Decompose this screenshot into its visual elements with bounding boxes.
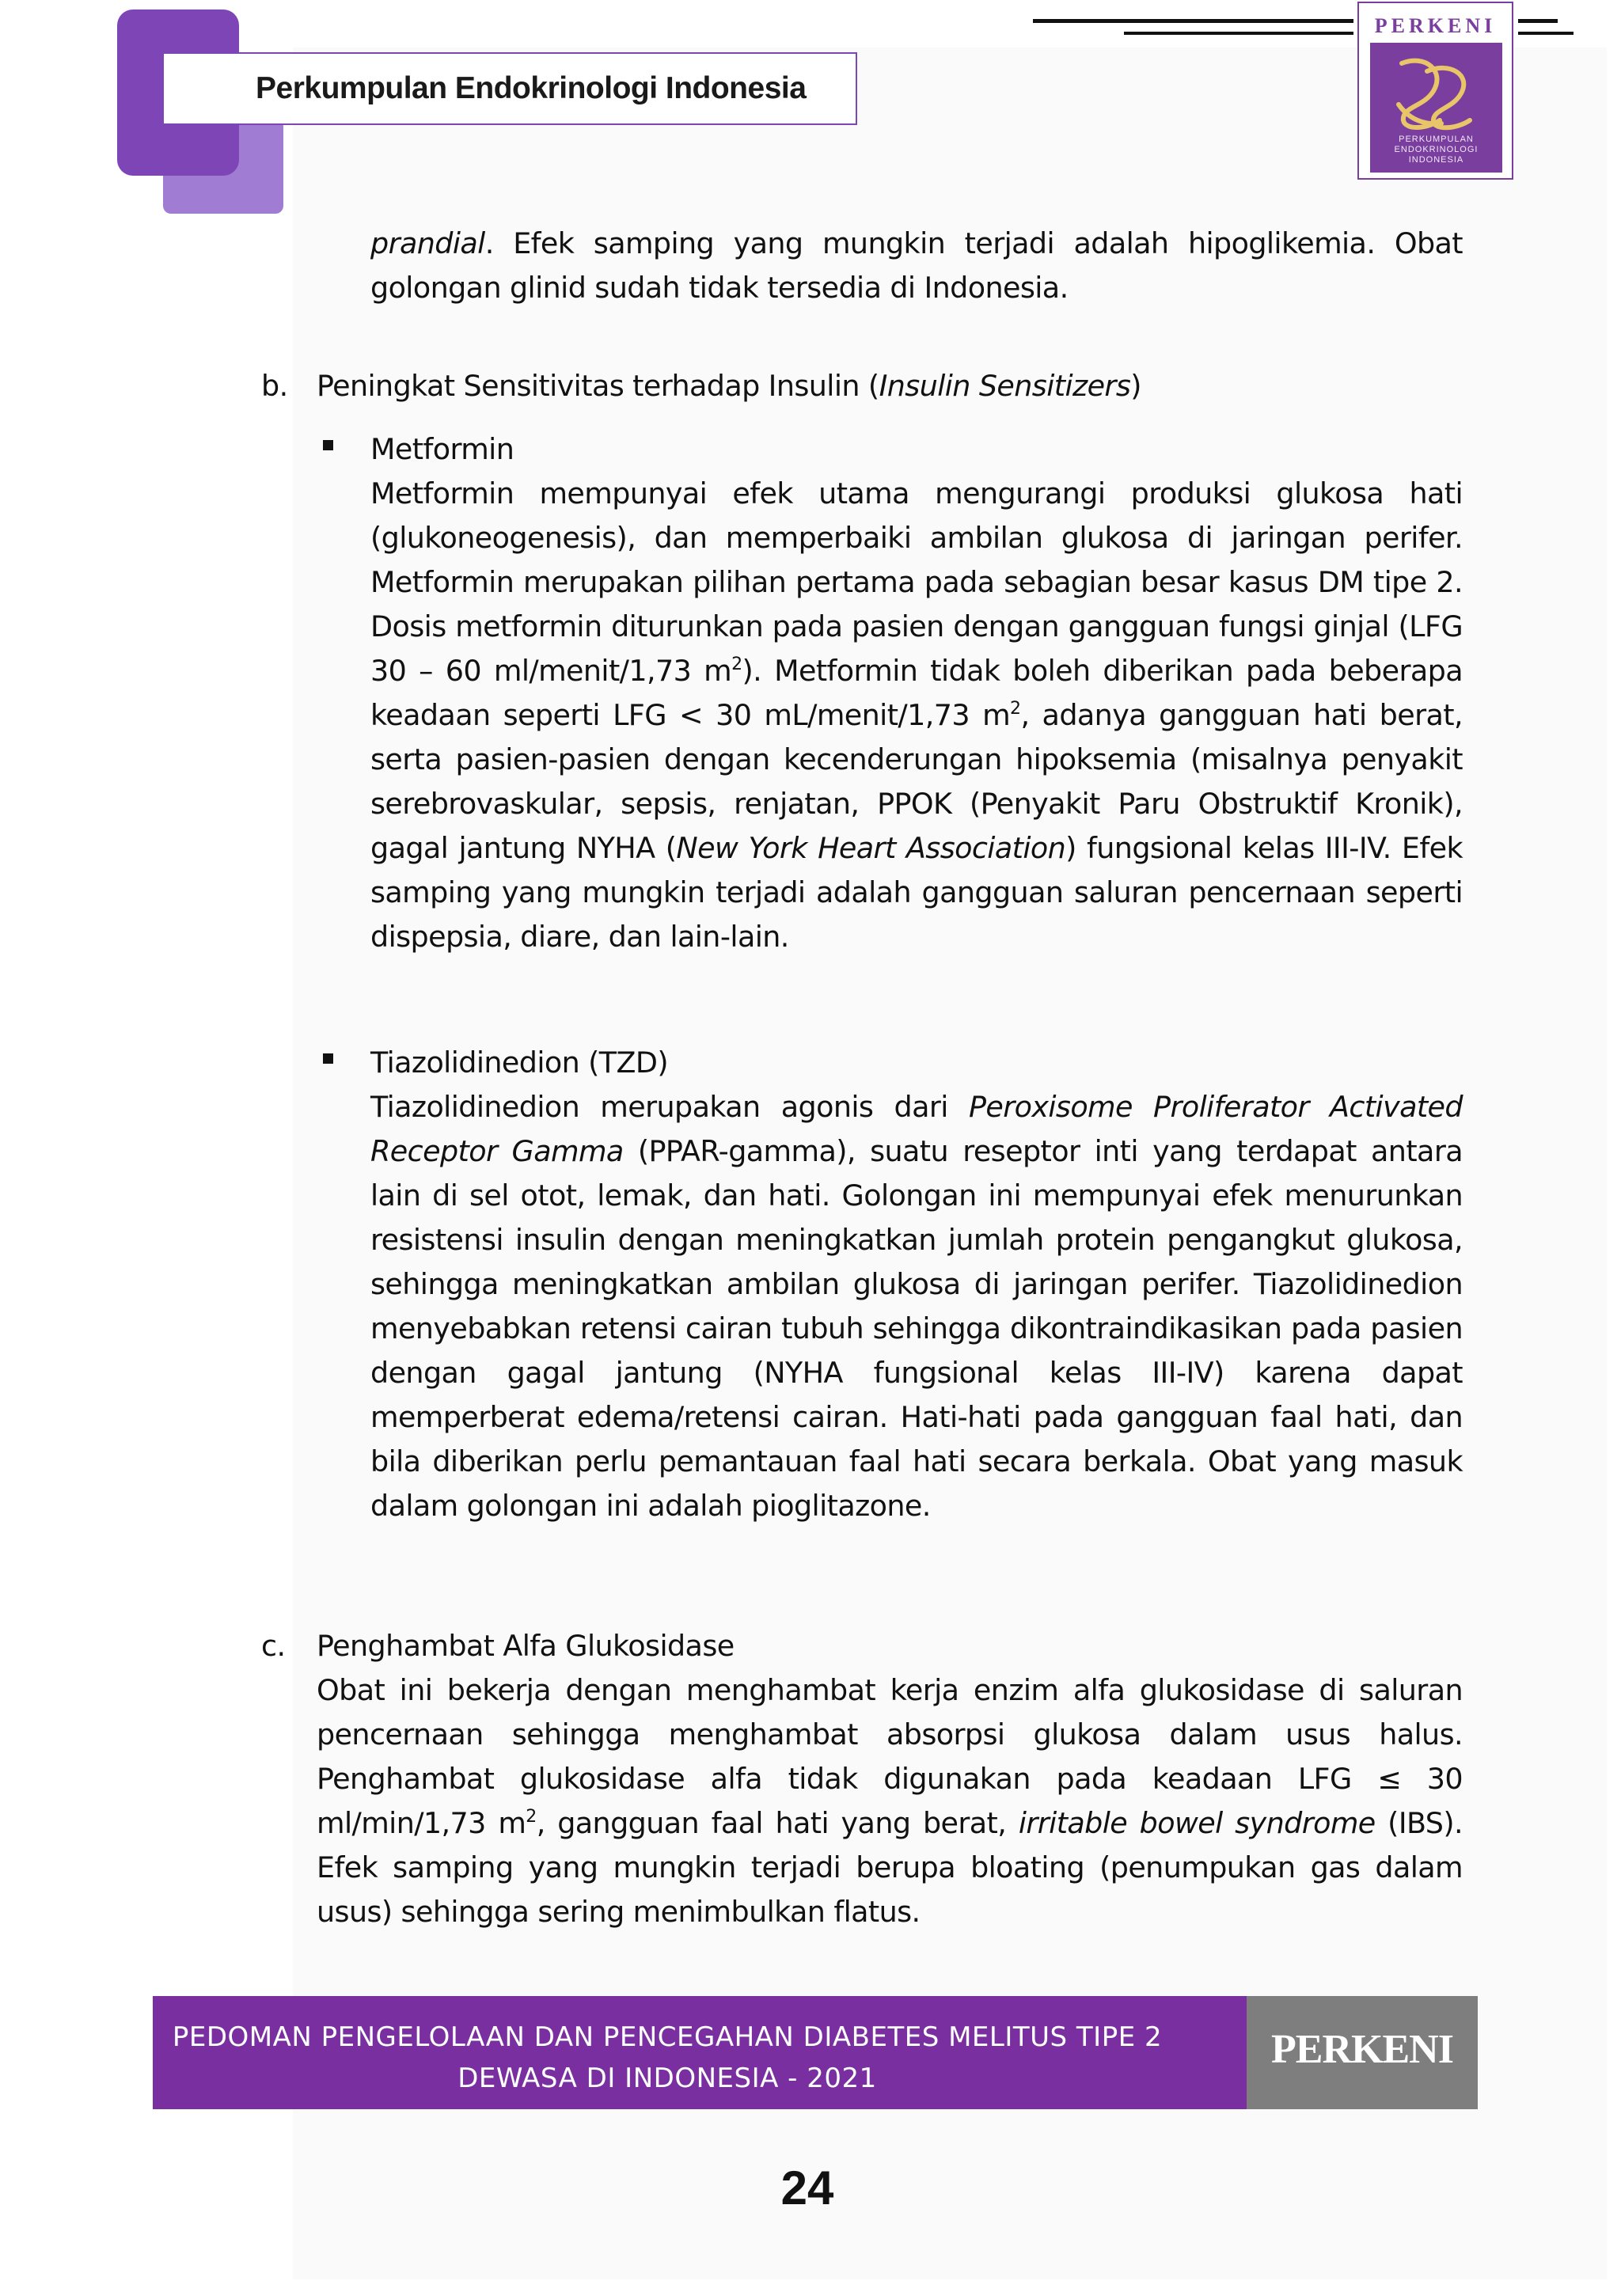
intro-text: . Efek samping yang mungkin terjadi adalah hipoglikemia. Obat golongan glinid sudah tidak tersedia di Indonesia. (370, 226, 1463, 305)
intro-paragraph (370, 222, 1463, 310)
section-b-heading-italic: Insulin Sensitizers (879, 369, 1131, 403)
intro-italic-lead: prandial (370, 226, 485, 260)
section-b-heading-close: ) (1130, 369, 1141, 403)
footer-title (153, 2017, 1182, 2099)
tzd-paragraph (370, 1085, 1463, 1528)
header-rule-mid (1124, 32, 1353, 35)
metformin-sup-1: 2 (731, 655, 742, 674)
logo-subtitle-1: PERKUMPULAN (1399, 135, 1474, 144)
tzd-bullet (323, 1053, 333, 1064)
section-c-text-2: , gangguan faal hati yang berat, (536, 1806, 1019, 1840)
tzd-italic: Peroxisome Proliferator Activated Receptor Gamma (370, 1090, 1463, 1168)
logo-emblem (1370, 43, 1502, 173)
header-title: Perkumpulan Endokrinologi Indonesia (162, 52, 857, 125)
metformin-text-2: ). Metformin tidak boleh diberikan pada beberapa keadaan seperti LFG < 30 mL/menit/1,73 m (370, 654, 1463, 732)
section-b-marker: b. (261, 369, 288, 403)
metformin-text-4: ) fungsional kelas III-IV. Efek samping yang mungkin terjadi adalah gangguan saluran pencernaan seperti dispepsia, diare, dan lain-lain. (370, 831, 1463, 954)
metformin-sup-2: 2 (1010, 699, 1021, 719)
metformin-italic: New York Heart Association (676, 831, 1066, 865)
footer-title-line-1: PEDOMAN PENGELOLAAN DAN PENCEGAHAN DIABETES MELITUS TIPE 2 (172, 2021, 1163, 2053)
logo-subtitle-2: ENDOKRINOLOGI (1394, 145, 1479, 154)
section-c-text-1: Obat ini bekerja dengan menghambat kerja enzim alfa glukosidase di saluran pencernaan sehingga menghambat absorpsi glukosa dalam usus halus. Penghambat glukosidase alfa tidak digunakan pada keadaan LFG ≤ 30 ml/min/1,73 m (317, 1673, 1463, 1840)
header-rule-right-top (1518, 19, 1558, 23)
logo-wordmark: PERKENI (1374, 14, 1497, 37)
metformin-text-1: Metformin mempunyai efek utama mengurangi produksi glukosa hati (glukoneogenesis), dan memperbaiki ambilan glukosa di jaringan perifer. Metformin merupakan pilihan pertama pada sebagian besar kasus DM tipe 2. Dosis metformin diturunkan pada pasien dengan gangguan fungsi ginjal (LFG 30 – 60 ml/menit/1,73 m (370, 476, 1463, 688)
metformin-title: Metformin (370, 432, 514, 466)
section-b-heading (317, 364, 1463, 408)
tzd-text-1: Tiazolidinedion merupakan agonis dari (370, 1090, 969, 1124)
metformin-text-3: , adanya gangguan hati berat, serta pasien-pasien dengan kecenderungan hipoksemia (misalnya penyakit serebrovaskular, sepsis, renjatan, PPOK (Penyakit Paru Obstruktif Kronik), gagal jantung NYHA ( (370, 698, 1463, 865)
page-number: 24 (780, 2161, 834, 2214)
header-rule-top (1033, 19, 1353, 23)
section-c-sup: 2 (526, 1807, 537, 1827)
section-c-paragraph (317, 1668, 1463, 1934)
tzd-title: Tiazolidinedion (TZD) (370, 1046, 669, 1080)
logo-subtitle-3: INDONESIA (1408, 155, 1464, 165)
section-b-heading-text: Peningkat Sensitivitas terhadap Insulin ( (317, 369, 879, 403)
footer-brand: PERKENI (1271, 2027, 1453, 2072)
tzd-text-2: (PPAR-gamma), suatu reseptor inti yang terdapat antara lain di sel otot, lemak, dan hati. Golongan ini mempunyai efek menurunkan resistensi insulin dengan meningkatkan jumlah protein pengangkut glukosa, sehingga meningkatkan ambilan glukosa di jaringan perifer. Tiazolidinedion menyebabkan retensi cairan tubuh sehingga dikontraindikasikan pada pasien dengan gagal jantung (NYHA fungsional kelas III-IV) karena dapat memperberat edema/retensi cairan. Hati-hati pada gangguan faal hati, dan bila diberikan perlu pemantauan faal hati secara berkala. Obat yang masuk dalam golongan ini adalah pioglitazone. (370, 1134, 1463, 1523)
footer-title-line-2: DEWASA DI INDONESIA - 2021 (457, 2063, 877, 2094)
metformin-paragraph (370, 472, 1463, 959)
perkeni-logo (1357, 2, 1513, 180)
section-c-italic: irritable bowel syndrome (1018, 1806, 1376, 1840)
metformin-bullet (323, 440, 333, 450)
section-c-heading: Penghambat Alfa Glukosidase (317, 1629, 735, 1663)
section-c-marker: c. (261, 1629, 286, 1663)
logo-swirl-icon (1370, 47, 1502, 135)
header-rule-right-mid (1518, 32, 1574, 35)
section-c-text-3: (IBS). Efek samping yang mungkin terjadi berupa bloating (penumpukan gas dalam usus) sehingga sering menimbulkan flatus. (317, 1806, 1463, 1929)
